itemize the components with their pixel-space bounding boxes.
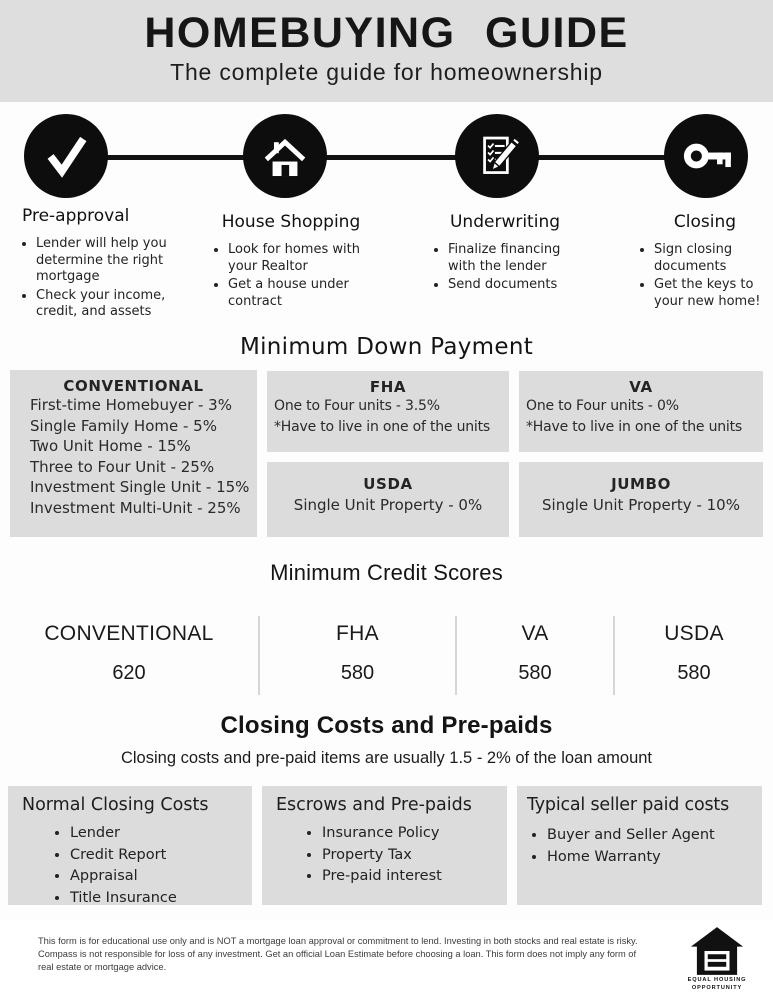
box-bullet: • Lender [70,823,252,845]
box-title: Escrows and Pre-paids [276,795,472,815]
score-value: 620 [112,662,146,684]
box-bullet-list [262,823,507,888]
step-title: House Shopping [221,212,361,232]
box-title: JUMBO [611,475,671,493]
step-bullet-list [18,236,204,321]
box-bullet-list [8,823,252,909]
process-timeline [0,102,773,334]
box-bullet: • Property Tax [322,845,507,867]
closing-box-seller-paid [517,786,762,905]
step-bullet: • Finalize financing with the lender [448,242,580,275]
down-payment-box-jumbo [519,462,763,537]
timeline-line [66,155,707,160]
credit-scores-title: Minimum Credit Scores [270,560,503,585]
step-bullet-list [430,242,580,294]
box-line: Single Family Home - 5% [30,416,217,435]
document-pencil-icon [455,114,539,198]
closing-costs-title: Closing Costs and Pre-paids [220,712,553,739]
disclaimer-text: This form is for educational use only and is NOT a mortgage loan approval or commitment to lend. Investing in both stocks and real estate is risky. Compass is not responsible for loss of any investment. Get an official Loan Estimate before choosing a loan. This form does not imply any form of real estate or mortgage advice. [38,936,638,972]
box-line: Three to Four Unit - 25% [30,457,215,476]
box-title: FHA [369,378,407,396]
page-title: HOMEBUYING GUIDE [144,9,629,57]
step-bullet: • Send documents [448,277,580,294]
step-title: Pre-approval [22,206,130,226]
box-bullet-list [517,825,762,868]
credit-scores-row [0,616,773,695]
step-bullet: • Look for homes with your Realtor [228,242,372,275]
box-title: VA [629,378,653,396]
box-title: Typical seller paid costs [527,795,729,815]
equal-housing-caption-line1: EQUAL HOUSING [687,977,747,983]
down-payment-box-va [519,371,763,452]
closing-costs-section [0,712,773,918]
step-bullet-list [636,242,773,310]
box-bullet: • Home Warranty [547,847,762,869]
box-line: Investment Single Unit - 15% [30,478,250,496]
score-value: 580 [677,662,711,684]
page-subtitle: The complete guide for homeownership [170,59,603,85]
timeline-step-preapproval [18,206,204,323]
down-payment-box-fha [267,371,509,452]
down-payment-title: Minimum Down Payment [239,334,534,360]
score-value: 580 [340,662,375,684]
key-icon [664,114,748,198]
credit-score-va [455,616,613,695]
box-line: Single Unit Property - 10% [542,496,740,514]
down-payment-box-usda [267,462,509,537]
box-title: CONVENTIONAL [63,377,204,395]
step-title: Closing [673,212,737,232]
credit-score-fha [258,616,455,695]
down-payment-section [0,334,773,560]
box-bullet: • Pre-paid interest [322,866,507,888]
box-bullet: • Buyer and Seller Agent [547,825,762,847]
step-title: Underwriting [449,212,561,232]
box-bullet: • Appraisal [70,866,252,888]
down-payment-box-conventional [10,370,257,537]
header-band [0,0,773,102]
footer [0,920,773,1000]
box-bullet: • Credit Report [70,845,252,867]
box-title: USDA [363,475,413,493]
loan-type-label: VA [521,622,549,645]
box-line: Two Unit Home - 15% [30,437,191,455]
box-line: *Have to live in one of the units [274,419,490,435]
step-bullet: • Get the keys to your new home! [654,277,773,310]
house-icon [243,114,327,198]
equal-housing-opportunity-logo [686,926,748,992]
loan-type-label: USDA [664,622,724,645]
timeline-step-closing [636,212,773,312]
credit-scores-section [0,560,773,710]
step-bullet: • Sign closing documents [654,242,773,275]
score-value: 580 [518,662,552,684]
loan-type-label: FHA [336,622,379,645]
box-bullet: • Insurance Policy [322,823,507,845]
box-line: Single Unit Property - 0% [293,496,483,514]
box-line: *Have to live in one of the units [526,419,742,435]
step-bullet: • Check your income, credit, and assets [36,288,204,321]
step-bullet: • Get a house under contract [228,277,372,310]
equal-housing-house-icon [689,926,745,976]
box-bullet: • Title Insurance [70,888,252,910]
box-title: Normal Closing Costs [22,795,209,815]
loan-type-label: CONVENTIONAL [44,622,214,645]
closing-costs-subtitle: Closing costs and pre-paid items are usually 1.5 - 2% of the loan amount [120,749,653,767]
credit-score-usda [613,616,773,695]
timeline-step-underwriting [430,212,580,296]
timeline-step-house-shopping [210,212,372,312]
step-bullet: • Lender will help you determine the right mortgage [36,236,204,286]
equal-housing-caption-line2: OPPORTUNITY [691,985,743,991]
box-line: One to Four units - 3.5% [274,398,440,414]
checkmark-icon [24,114,108,198]
box-line: One to Four units - 0% [526,398,679,414]
box-line: Investment Multi-Unit - 25% [30,498,241,517]
credit-score-conventional [0,616,258,695]
box-line: First-time Homebuyer - 3% [30,396,232,414]
closing-box-normal-costs [8,786,252,905]
step-bullet-list [210,242,372,310]
closing-box-escrows [262,786,507,905]
